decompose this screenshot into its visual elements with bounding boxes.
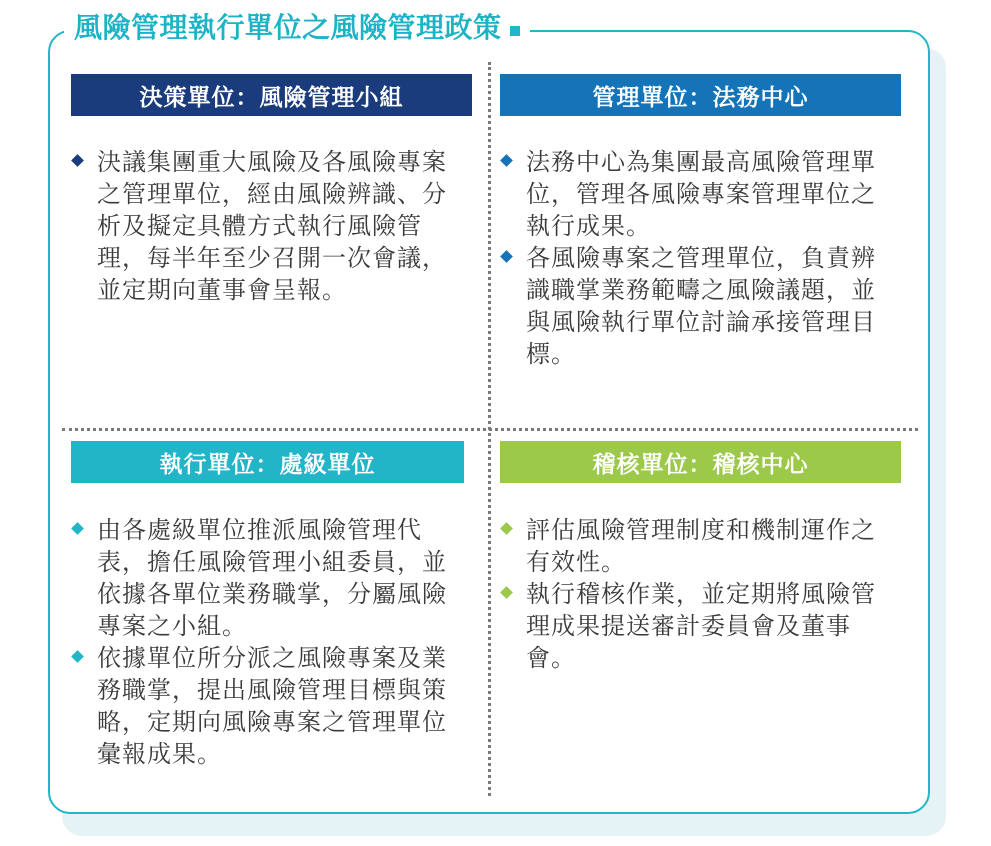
diamond-bullet-icon (71, 522, 84, 535)
list-item: 依據單位所分派之風險專案及業 務職掌，提出風險管理目標與策 略，定期向風險專案之管理單位 彙報成果。 (71, 642, 479, 770)
execution-unit-list (71, 514, 479, 770)
header-execution-unit: 執行單位：處級單位 (71, 441, 464, 483)
diamond-bullet-icon (500, 522, 513, 535)
decision-unit-list (71, 146, 479, 306)
diamond-bullet-icon (71, 650, 84, 663)
management-unit-list (500, 146, 908, 370)
header-decision-unit: 決策單位：風險管理小組 (71, 74, 472, 116)
list-item: 各風險專案之管理單位，負責辨 識職掌業務範疇之風險議題，並 與風險執行單位討論承接管理目 標。 (500, 242, 908, 370)
title-block (64, 4, 530, 48)
list-item: 決議集團重大風險及各風險專案 之管理單位，經由風險辨識、分 析及擬定具體方式執行風險管 理，每半年至少召開一次會議， 並定期向董事會呈報。 (71, 146, 479, 306)
list-item: 執行稽核作業，並定期將風險管 理成果提送審計委員會及董事 會。 (500, 578, 908, 674)
diamond-bullet-icon (500, 154, 513, 167)
list-item: 由各處級單位推派風險管理代 表，擔任風險管理小組委員，並 依據各單位業務職掌，分屬風險 專案之小組。 (71, 514, 479, 642)
list-item: 法務中心為集團最高風險管理單 位，管理各風險專案管理單位之 執行成果。 (500, 146, 908, 242)
header-audit-unit: 稽核單位：稽核中心 (500, 441, 901, 483)
header-management-unit: 管理單位：法務中心 (500, 74, 901, 116)
audit-unit-list (500, 514, 908, 674)
list-item: 評估風險管理制度和機制運作之 有效性。 (500, 514, 908, 578)
horizontal-divider (62, 428, 918, 431)
diamond-bullet-icon (500, 250, 513, 263)
diamond-bullet-icon (71, 154, 84, 167)
page-title: 風險管理執行單位之風險管理政策 (74, 11, 502, 44)
title-square-icon (510, 26, 520, 36)
diamond-bullet-icon (500, 586, 513, 599)
